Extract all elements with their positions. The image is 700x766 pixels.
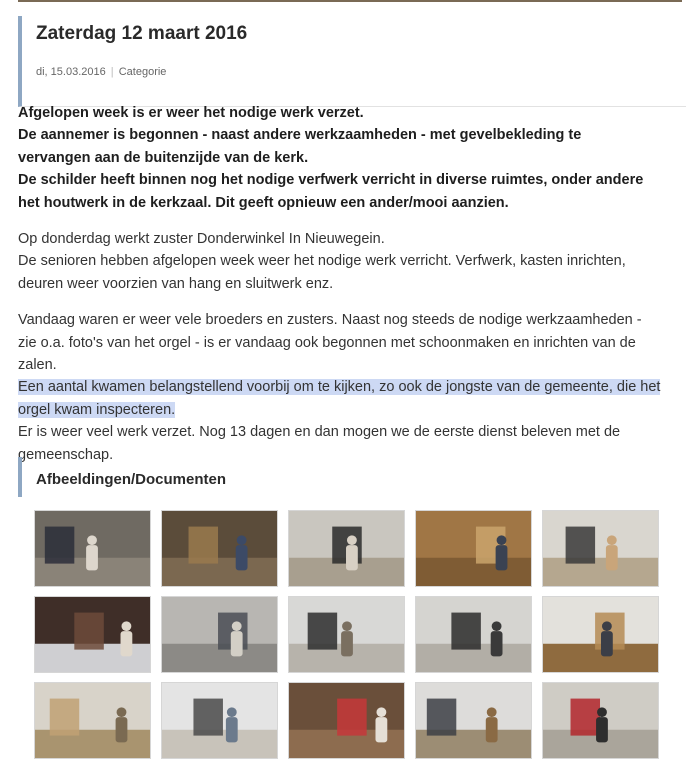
photo-image bbox=[289, 683, 404, 758]
article-title: Zaterdag 12 maart 2016 bbox=[36, 23, 248, 44]
photo-image bbox=[35, 511, 150, 586]
photo-thumbnail[interactable] bbox=[34, 596, 151, 673]
photo-thumbnail[interactable] bbox=[542, 510, 659, 587]
paragraph-today bbox=[18, 309, 682, 466]
photo-thumbnail[interactable] bbox=[34, 682, 151, 759]
photo-thumbnail[interactable] bbox=[542, 682, 659, 759]
photo-image bbox=[416, 597, 531, 672]
photo-image bbox=[289, 597, 404, 672]
gallery-header bbox=[18, 457, 686, 497]
gallery-title: Afbeeldingen/Documenten bbox=[36, 471, 227, 488]
photo-image bbox=[162, 683, 277, 758]
photo-image bbox=[543, 597, 658, 672]
photo-thumbnail[interactable] bbox=[288, 510, 405, 587]
photo-image bbox=[162, 511, 277, 586]
top-divider bbox=[18, 0, 682, 2]
photo-image bbox=[35, 683, 150, 758]
photo-image bbox=[416, 511, 531, 586]
text-line: gemeenschap. bbox=[18, 446, 114, 463]
photo-image bbox=[543, 511, 658, 586]
photo-thumbnail[interactable] bbox=[161, 596, 278, 673]
text-line: De senioren hebben afgelopen week weer het nodige werk verricht. Verfwerk, kasten inrichten, bbox=[18, 253, 626, 270]
photo-thumbnail[interactable] bbox=[542, 596, 659, 673]
article-category-link[interactable]: Categorie bbox=[118, 66, 167, 78]
text-line: deuren weer voorzien van hang en sluitwerk enz. bbox=[18, 275, 334, 292]
text-line: zalen. bbox=[18, 357, 57, 374]
highlighted-text: orgel kwam inspecteren. bbox=[18, 401, 176, 418]
photo-thumbnail[interactable] bbox=[415, 510, 532, 587]
article-header bbox=[18, 16, 686, 107]
photo-image bbox=[416, 683, 531, 758]
text-line: Vandaag waren er weer vele broeders en zusters. Naast nog steeds de nodige werkzaamheden - bbox=[18, 312, 642, 329]
lead-line: het houtwerk in de kerkzaal. Dit geeft opnieuw een ander/mooi aanzien. bbox=[18, 194, 509, 211]
photo-thumbnail[interactable] bbox=[288, 682, 405, 759]
photo-image bbox=[35, 597, 150, 672]
text-line: zie o.a. foto's van het orgel - is er vandaag ook begonnen met schoonmaken en inrichten van de bbox=[18, 334, 636, 351]
photo-thumbnail[interactable] bbox=[34, 510, 151, 587]
photo-thumbnail[interactable] bbox=[415, 682, 532, 759]
photo-thumbnail[interactable] bbox=[288, 596, 405, 673]
lead-line: De aannemer is begonnen - naast andere werkzaamheden - met gevelbekleding te bbox=[18, 127, 582, 144]
photo-thumbnail[interactable] bbox=[161, 510, 278, 587]
photo-thumbnail[interactable] bbox=[161, 682, 278, 759]
lead-line: De schilder heeft binnen nog het nodige verfwerk verricht in diverse ruimtes, onder andere bbox=[18, 172, 644, 189]
photo-image bbox=[289, 511, 404, 586]
highlighted-text: Een aantal kwamen belangstellend voorbij om te kijken, zo ook de jongste van de gemeente, die het bbox=[18, 379, 661, 396]
photo-image bbox=[543, 683, 658, 758]
photo-image bbox=[162, 597, 277, 672]
text-line: Er is weer veel werk verzet. Nog 13 dagen en dan mogen we de eerste dienst beleven met de bbox=[18, 424, 621, 441]
lead-line: vervangen aan de buitenzijde van de kerk. bbox=[18, 149, 309, 166]
meta-separator: | bbox=[110, 66, 114, 78]
lead-line: Afgelopen week is er weer het nodige werk verzet. bbox=[18, 105, 364, 121]
article-meta bbox=[36, 66, 166, 78]
paragraph-seniors bbox=[18, 228, 682, 295]
photo-thumbnail[interactable] bbox=[415, 596, 532, 673]
text-line: Op donderdag werkt zuster Donderwinkel In Nieuwegein. bbox=[18, 231, 385, 248]
lead-paragraph bbox=[18, 102, 682, 214]
article-date: di, 15.03.2016 bbox=[36, 66, 106, 78]
article-body bbox=[18, 102, 682, 466]
